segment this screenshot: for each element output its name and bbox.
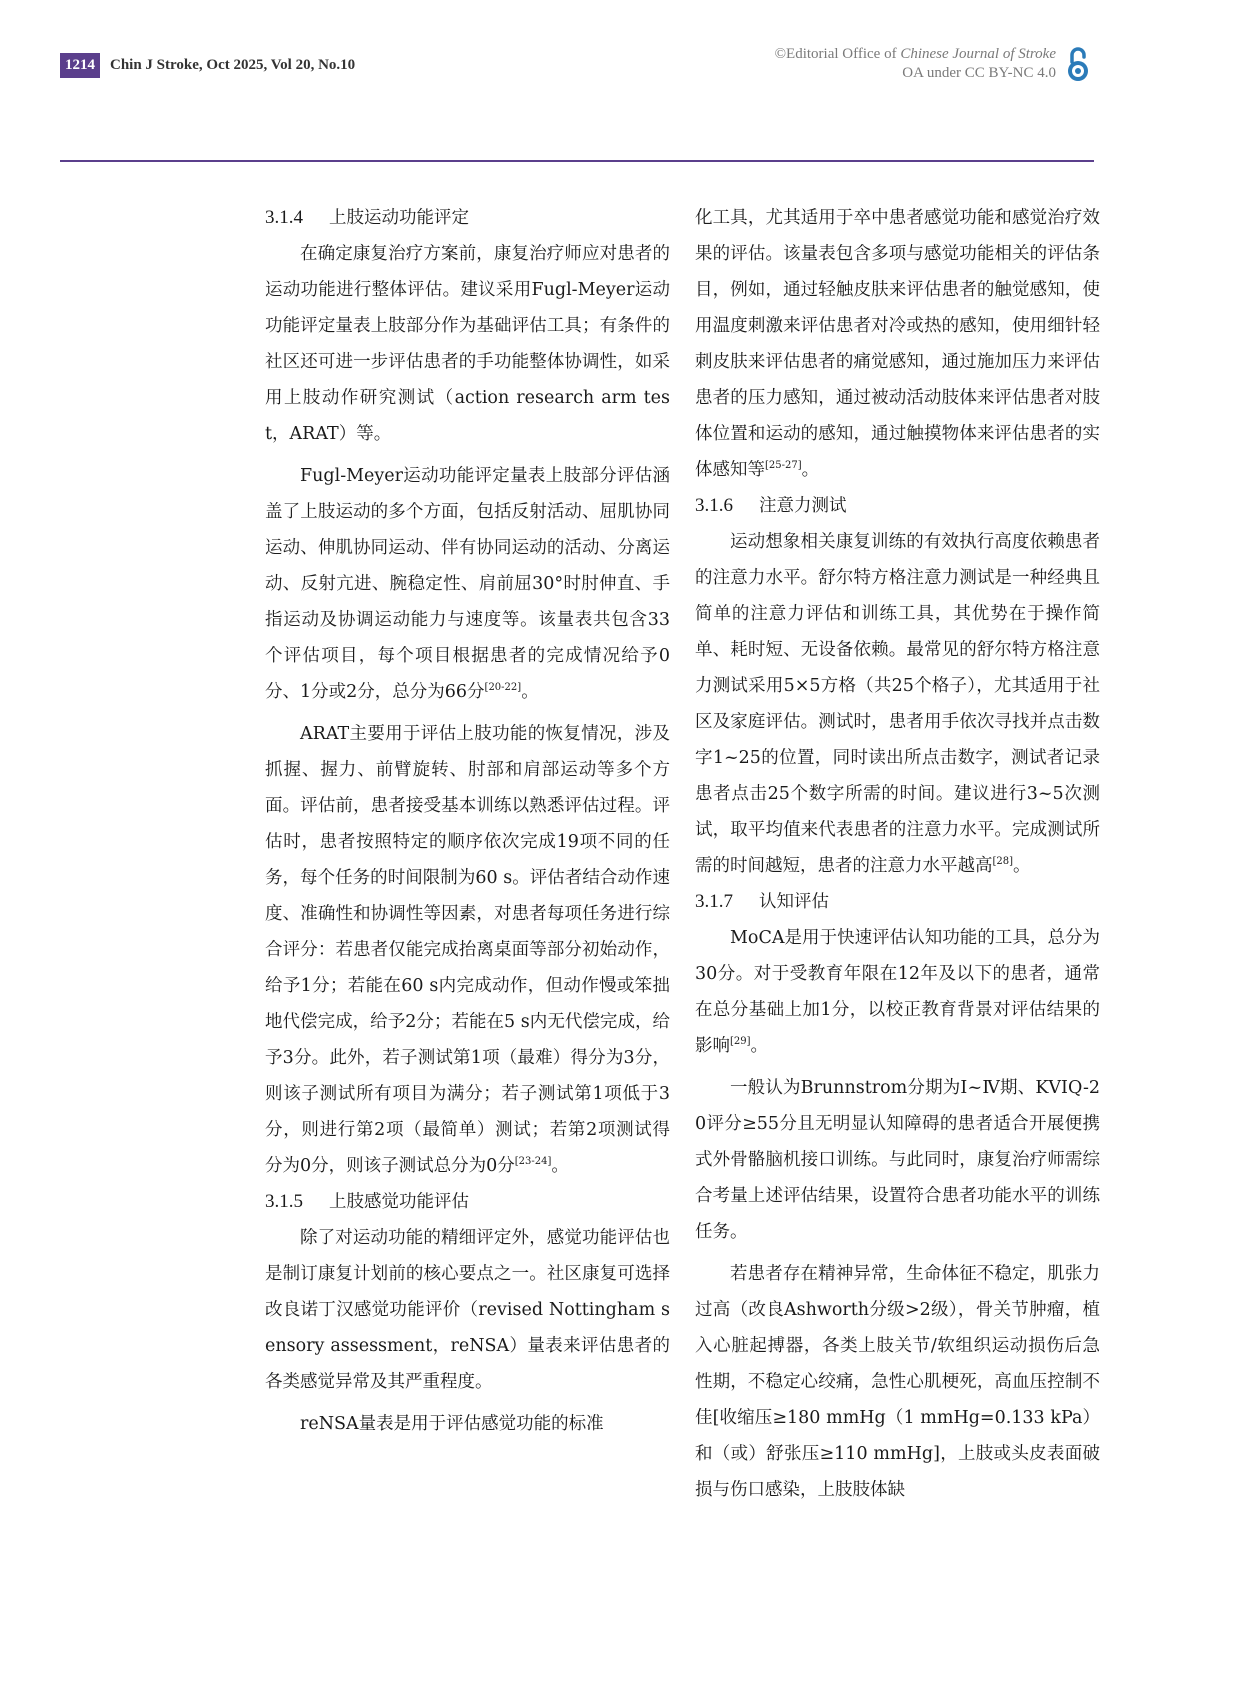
header-rule xyxy=(60,160,1094,162)
section-number: 3.1.6 xyxy=(695,495,733,516)
page-header xyxy=(0,0,1241,100)
section-number: 3.1.4 xyxy=(265,207,303,228)
section-heading-3-1-7 xyxy=(695,884,1100,920)
paragraph-text: 化工具，尤其适用于卒中患者感觉功能和感觉治疗效果的评估。该量表包含多项与感觉功能相关的评估条目，例如，通过轻触皮肤来评估患者的触觉感知，使用温度刺激来评估患者对冷或热的感知，使用细针轻刺皮肤来评估患者的痛觉感知，通过施加压力来评估患者的压力感知，通过被动活动肢体来评估患者对肢体位置和运动的感知，通过触摸物体来评估患者的实体感知等 xyxy=(695,208,1100,480)
citation: [25-27] xyxy=(765,460,802,472)
paragraph-text: ARAT主要用于评估上肢功能的恢复情况，涉及抓握、握力、前臂旋转、肘部和肩部运动等多个方面。评估前，患者接受基本训练以熟悉评估过程。评估时，患者按照特定的顺序依次完成19项不同的任务，每个任务的时间限制为60 s。评估者结合动作速度、准确性和协调性等因素，对患者每项任务进行综合评分：若患者仅能完成抬离桌面等部分初始动作，给予1分；若能在60 s内完成动作，但动作慢或笨拙地代偿完成，给予2分；若能在5 s内无代偿完成，给予3分。此外，若子测试第1项（最难）得分为3分，则该子测试所有项目为满分；若子测试第1项低于3分，则进行第2项（最简单）测试；若第2项测试得分为0分，则该子测试总分为0分 xyxy=(265,724,670,1176)
paragraph: 一般认为Brunnstrom分期为Ⅰ~Ⅳ期、KVIQ-20评分≥55分且无明显认知障碍的患者适合开展便携式外骨骼脑机接口训练。与此同时，康复治疗师需综合考量上述评估结果，设置符合患者功能水平的训练任务。 xyxy=(695,1078,1100,1242)
citation: [29] xyxy=(730,1036,751,1048)
left-column xyxy=(265,200,670,1442)
open-access-lock-icon xyxy=(1065,46,1091,82)
paragraph xyxy=(695,524,1100,884)
copyright-line xyxy=(775,45,1056,64)
paragraph xyxy=(265,458,670,710)
section-title: 认知评估 xyxy=(759,892,829,912)
paragraph-text: 运动想象相关康复训练的有效执行高度依赖患者的注意力水平。舒尔特方格注意力测试是一种经典且简单的注意力评估和训练工具，其优势在于操作简单、耗时短、无设备依赖。最常见的舒尔特方格注意力测试采用5×5方格（共25个格子），尤其适用于社区及家庭评估。测试时，患者用手依次寻找并点击数字1~25的位置，同时读出所点击数字，测试者记录患者点击25个数字所需的时间。建议进行3~5次测试，取平均值来代表患者的注意力水平。完成测试所需的时间越短，患者的注意力水平越高 xyxy=(695,532,1100,876)
section-title: 上肢感觉功能评估 xyxy=(329,1192,469,1212)
period: 。 xyxy=(750,1036,769,1056)
section-heading-3-1-6 xyxy=(695,488,1100,524)
paragraph: 除了对运动功能的精细评定外，感觉功能评估也是制订康复计划前的核心要点之一。社区康复可选择改良诺丁汉感觉功能评价（revised Nottingham sensory assessment，reNSA）量表来评估患者的各类感觉异常及其严重程度。 xyxy=(265,1228,670,1392)
section-title: 上肢运动功能评定 xyxy=(329,208,469,228)
section-number: 3.1.5 xyxy=(265,1191,303,1212)
paragraph xyxy=(265,716,670,1184)
paragraph-text: MoCA是用于快速评估认知功能的工具，总分为30分。对于受教育年限在12年及以下的患者，通常在总分基础上加1分，以校正教育背景对评估结果的影响 xyxy=(695,928,1100,1056)
paragraph-text: Fugl-Meyer运动功能评定量表上肢部分评估涵盖了上肢运动的多个方面，包括反射活动、屈肌协同运动、伸肌协同运动、伴有协同运动的活动、分离运动、反射亢进、腕稳定性、肩前屈30°时肘伸直、手指运动及协调运动能力与速度等。该量表共包含33个评估项目，每个项目根据患者的完成情况给予0分、1分或2分，总分为66分 xyxy=(265,466,670,702)
period: 。 xyxy=(1013,856,1031,876)
citation: [23-24] xyxy=(514,1156,552,1168)
license-text: OA under CC BY-NC 4.0 xyxy=(902,65,1056,81)
paragraph xyxy=(695,200,1100,488)
copyright-notice xyxy=(775,45,1056,83)
period: 。 xyxy=(521,682,539,702)
period: 。 xyxy=(551,1156,569,1176)
copyright-prefix: ©Editorial Office of xyxy=(774,46,901,62)
journal-reference: Chin J Stroke, Oct 2025, Vol 20, No.10 xyxy=(110,57,356,73)
paragraph: 在确定康复治疗方案前，康复治疗师应对患者的运动功能进行整体评估。建议采用Fugl-Meyer运动功能评定量表上肢部分作为基础评估工具；有条件的社区还可进一步评估患者的手功能整体协调性，如采用上肢动作研究测试（action research arm test，ARAT）等。 xyxy=(265,244,670,444)
section-heading-3-1-4 xyxy=(265,200,670,236)
paragraph xyxy=(695,920,1100,1064)
copyright-journal: Chinese Journal of Stroke xyxy=(900,46,1056,62)
section-number: 3.1.7 xyxy=(695,891,733,912)
citation: [28] xyxy=(992,856,1014,868)
right-column xyxy=(695,200,1100,1508)
period: 。 xyxy=(801,460,820,480)
citation: [20-22] xyxy=(484,682,522,694)
section-title: 注意力测试 xyxy=(759,496,847,516)
page-number: 1214 xyxy=(60,53,100,78)
paragraph: reNSA量表是用于评估感觉功能的标准 xyxy=(300,1414,604,1434)
section-heading-3-1-5 xyxy=(265,1184,670,1220)
paragraph: 若患者存在精神异常，生命体征不稳定，肌张力过高（改良Ashworth分级>2级），骨关节肿瘤，植入心脏起搏器，各类上肢关节/软组织运动损伤后急性期，不稳定心绞痛，急性心肌梗死，高血压控制不佳[收缩压≥180 mmHg（1 mmHg=0.133 kPa）和（或）舒张压≥110 mmHg]，上肢或头皮表面破损与伤口感染，上肢肢体缺 xyxy=(695,1264,1100,1500)
